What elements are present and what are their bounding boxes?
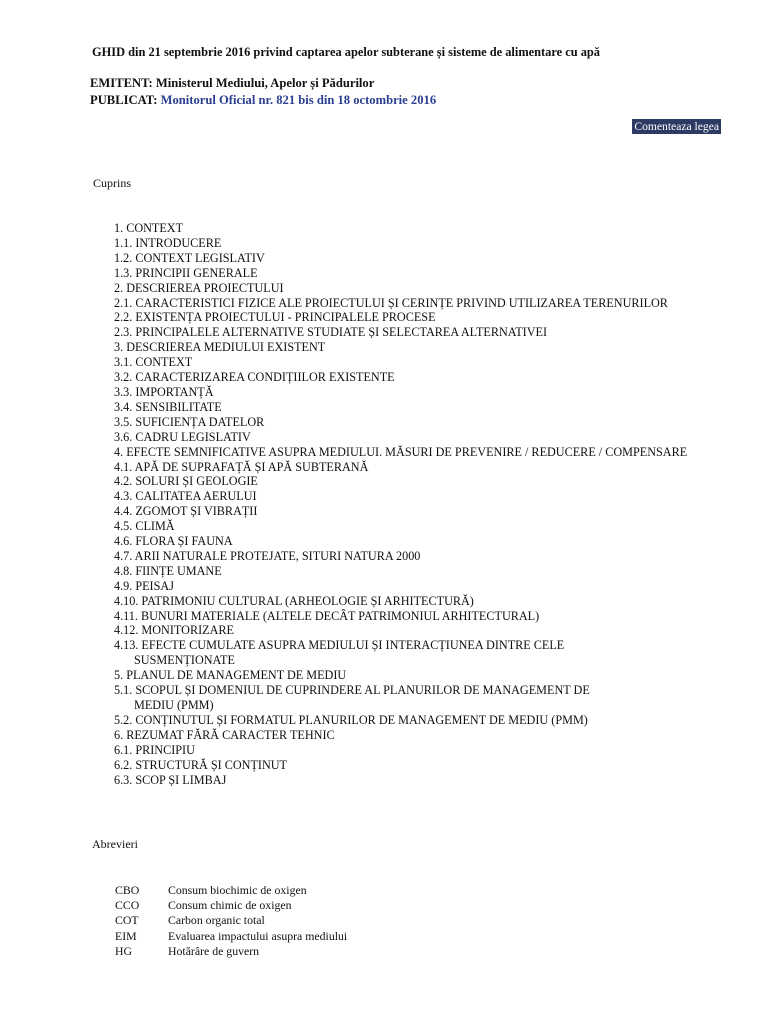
toc-item[interactable]	[114, 773, 687, 788]
toc-item-label: 4.6. FLORA ȘI FAUNA	[114, 534, 233, 549]
emitent-value: Ministerul Mediului, Apelor și Pădurilor	[155, 76, 375, 90]
toc-item[interactable]	[114, 713, 687, 728]
toc-item[interactable]	[114, 355, 687, 370]
abbreviation-definition: Carbon organic total	[168, 913, 265, 928]
toc-item[interactable]	[114, 266, 687, 281]
toc-item[interactable]	[114, 594, 687, 609]
toc-item-label: 4.9. PEISAJ	[114, 578, 174, 593]
table-of-contents	[114, 221, 687, 787]
toc-item[interactable]	[114, 460, 687, 475]
toc-item-label: 4.11. BUNURI MATERIALE (ALTELE DECÂT PATRIMONIUL ARHITECTURAL)	[114, 608, 540, 623]
emitent-label: EMITENT:	[90, 76, 153, 90]
toc-item-label: 3.1. CONTEXT	[114, 355, 193, 370]
toc-item[interactable]	[114, 743, 687, 758]
toc-item-label: 2.3. PRINCIPALELE ALTERNATIVE STUDIATE ȘI SELECTAREA ALTERNATIVEI	[114, 325, 548, 340]
toc-item[interactable]	[114, 415, 687, 430]
abbreviation-code: HG	[115, 943, 133, 958]
toc-item[interactable]	[114, 474, 687, 489]
toc-item[interactable]	[114, 638, 687, 668]
toc-item-label: 4.5. CLIMĂ	[114, 519, 175, 534]
toc-item-label: 1.1. INTRODUCERE	[114, 235, 222, 250]
toc-item-label: 3.4. SENSIBILITATE	[114, 399, 222, 414]
toc-item-label: 1. CONTEXT	[114, 221, 184, 235]
toc-item-label-continuation: SUSMENȚIONATE	[134, 653, 235, 668]
toc-item[interactable]	[114, 400, 687, 415]
toc-item[interactable]	[114, 370, 687, 385]
toc-item-label: 5. PLANUL DE MANAGEMENT DE MEDIU	[114, 668, 347, 683]
publicat-label: PUBLICAT:	[90, 93, 158, 107]
toc-item[interactable]	[114, 385, 687, 400]
toc-item[interactable]	[114, 564, 687, 579]
toc-item[interactable]	[114, 296, 687, 311]
toc-item[interactable]	[114, 728, 687, 743]
toc-item-label: 3.6. CADRU LEGISLATIV	[114, 429, 251, 444]
toc-item[interactable]	[114, 310, 687, 325]
abbreviation-definition: Hotărâre de guvern	[168, 943, 260, 958]
toc-item[interactable]	[114, 445, 687, 460]
toc-item-label: 2. DESCRIEREA PROIECTULUI	[114, 280, 284, 295]
toc-item-label: 3.5. SUFICIENȚA DATELOR	[114, 414, 265, 429]
abbreviation-code: COT	[115, 913, 139, 928]
toc-item-label: 4. EFECTE SEMNIFICATIVE ASUPRA MEDIULUI. MĂSURI DE PREVENIRE / REDUCERE / COMPENSARE	[114, 444, 688, 459]
toc-item[interactable]	[114, 758, 687, 773]
toc-item-label: 6.2. STRUCTURĂ ȘI CONȚINUT	[114, 757, 287, 772]
toc-item-label: 6.3. SCOP ȘI LIMBAJ	[114, 772, 227, 787]
toc-item-label: 2.2. EXISTENȚA PROIECTULUI - PRINCIPALELE PROCESE	[114, 310, 436, 325]
toc-item-label: 4.12. MONITORIZARE	[114, 623, 234, 638]
publicat-link[interactable]: Monitorul Oficial nr. 821 bis din 18 octombrie 2016	[160, 93, 437, 107]
toc-item[interactable]	[114, 534, 687, 549]
toc-item[interactable]	[114, 236, 687, 251]
toc-item-label: 1.3. PRINCIPII GENERALE	[114, 265, 258, 280]
toc-item-label: 4.4. ZGOMOT ȘI VIBRAȚII	[114, 504, 258, 519]
abbreviation-definition: Evaluarea impactului asupra mediului	[168, 928, 348, 943]
abbreviation-code: CCO	[115, 898, 140, 913]
toc-item[interactable]	[114, 281, 687, 296]
abbreviation-code: EIM	[115, 928, 137, 943]
toc-item[interactable]	[114, 623, 687, 638]
toc-item-label: 3.2. CARACTERIZAREA CONDIȚIILOR EXISTENTE	[114, 370, 395, 385]
toc-item[interactable]	[114, 579, 687, 594]
comment-law-button[interactable]: Comenteaza legea	[634, 120, 719, 133]
toc-item[interactable]	[114, 489, 687, 504]
toc-item-label: 3.3. IMPORTANȚĂ	[114, 384, 214, 399]
toc-item-label: 4.7. ARII NATURALE PROTEJATE, SITURI NATURA 2000	[114, 548, 421, 563]
toc-item-label: 5.2. CONȚINUTUL ȘI FORMATUL PLANURILOR DE MANAGEMENT DE MEDIU (PMM)	[114, 712, 588, 727]
toc-item[interactable]	[114, 549, 687, 564]
toc-item[interactable]	[114, 340, 687, 355]
toc-item-label: 2.1. CARACTERISTICI FIZICE ALE PROIECTULUI ȘI CERINȚE PRIVIND UTILIZAREA TERENURILOR	[114, 295, 668, 310]
emitent-line	[90, 76, 374, 91]
toc-item-label: 3. DESCRIEREA MEDIULUI EXISTENT	[114, 340, 326, 355]
toc-item-label: 6.1. PRINCIPIU	[114, 742, 195, 757]
abbreviation-definition: Consum biochimic de oxigen	[168, 883, 307, 897]
document-title: GHID din 21 septembrie 2016 privind captarea apelor subterane și sisteme de alimentare cu apă	[92, 45, 600, 59]
cuprins-heading: Cuprins	[93, 176, 132, 190]
toc-item-label: 1.2. CONTEXT LEGISLATIV	[114, 250, 265, 265]
toc-item[interactable]	[114, 251, 687, 266]
abbreviation-code: CBO	[115, 883, 140, 897]
toc-item-label: 5.1. SCOPUL ȘI DOMENIUL DE CUPRINDERE AL PLANURILOR DE MANAGEMENT DE	[114, 683, 590, 698]
toc-item-label: 4.10. PATRIMONIU CULTURAL (ARHEOLOGIE ȘI ARHITECTURĂ)	[114, 593, 474, 608]
toc-item[interactable]	[114, 683, 687, 713]
toc-item[interactable]	[114, 325, 687, 340]
toc-item-label: 4.2. SOLURI ȘI GEOLOGIE	[114, 474, 258, 489]
publicat-line	[90, 93, 436, 108]
toc-item-label: 4.3. CALITATEA AERULUI	[114, 489, 257, 504]
toc-item-label: 4.1. APĂ DE SUPRAFAȚĂ ȘI APĂ SUBTERANĂ	[114, 459, 369, 474]
toc-item-label: 4.8. FIINȚE UMANE	[114, 563, 222, 578]
abbreviation-definition: Consum chimic de oxigen	[168, 898, 292, 913]
toc-item-label: 6. REZUMAT FĂRĂ CARACTER TEHNIC	[114, 727, 335, 742]
toc-item[interactable]	[114, 609, 687, 624]
abrevieri-heading: Abrevieri	[92, 837, 138, 851]
toc-item[interactable]	[114, 430, 687, 445]
toc-item[interactable]	[114, 221, 687, 236]
toc-item[interactable]	[114, 519, 687, 534]
toc-item-label: 4.13. EFECTE CUMULATE ASUPRA MEDIULUI ȘI INTERACȚIUNEA DINTRE CELE	[114, 638, 565, 653]
toc-item[interactable]	[114, 504, 687, 519]
toc-item[interactable]	[114, 668, 687, 683]
toc-item-label-continuation: MEDIU (PMM)	[134, 698, 214, 712]
